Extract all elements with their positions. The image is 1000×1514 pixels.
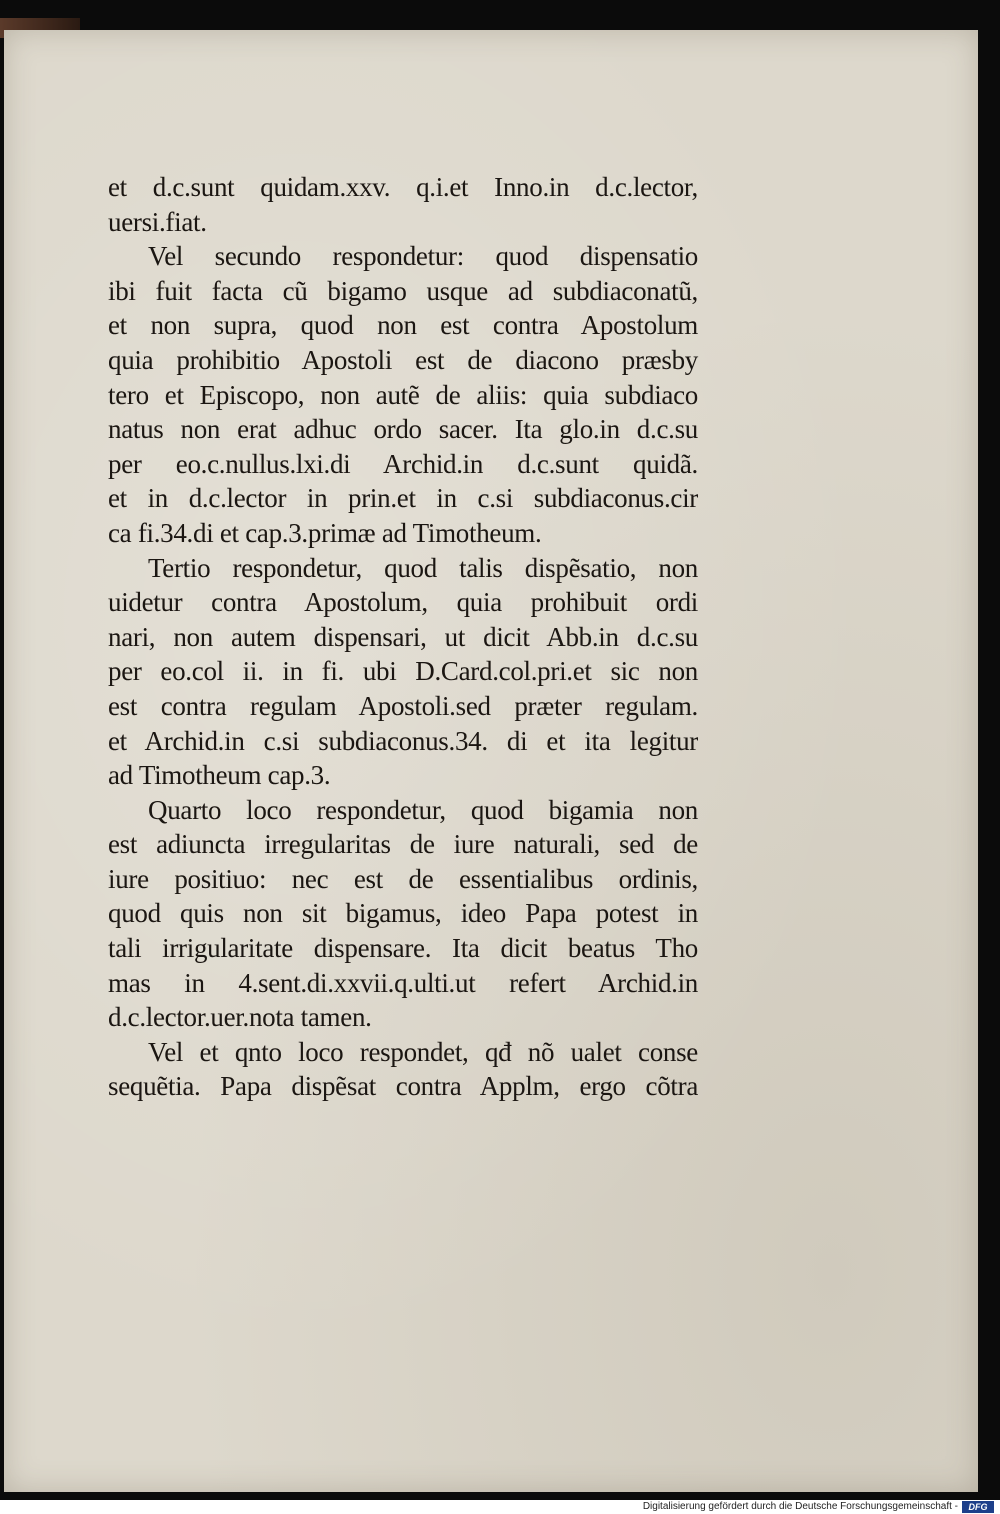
text-line: Quarto loco respondetur, quod bigamia non — [148, 794, 698, 825]
text-line: per eo.c.nullus.lxi.di Archid.in d.c.sunt quidã. — [108, 448, 698, 479]
text-line: tero et Episcopo, non autẽ de aliis: quia subdiaco — [108, 379, 698, 410]
funding-credit: Digitalisierung gefördert durch die Deutsche Forschungsgemeinschaft - — [642, 1501, 958, 1512]
text-line: et Archid.in c.si subdiaconus.34. di et ita legitur — [108, 725, 698, 756]
text-line: ibi fuit facta cũ bigamo usque ad subdiaconatũ, — [108, 275, 698, 306]
text-line: mas in 4.sent.di.xxvii.q.ulti.ut refert Archid.in — [108, 967, 698, 998]
text-line: d.c.lector.uer.nota tamen. — [108, 1002, 372, 1033]
text-line: et d.c.sunt quidam.xxv. q.i.et Inno.in d.c.lector, — [108, 172, 698, 202]
text-line: uidetur contra Apostolum, quia prohibuit ordi — [108, 587, 698, 618]
text-line: natus non erat adhuc ordo sacer. Ita glo.in d.c.su — [108, 414, 698, 445]
text-line: ca fi.34.di et cap.3.primæ ad Timotheum. — [108, 517, 542, 548]
dfg-logo: DFG — [962, 1501, 994, 1513]
text-line: ad Timotheum cap.3. — [108, 760, 331, 791]
text-line: per eo.col ii. in fi. ubi D.Card.col.pri.et sic non — [108, 656, 698, 687]
text-line: est adiuncta irregularitas de iure naturali, sed de — [108, 829, 698, 860]
text-line: Tertio respondetur, quod talis dispẽsatio, non — [148, 552, 698, 583]
text-line: quia prohibitio Apostoli est de diacono præsby — [108, 344, 698, 375]
text-line: et non supra, quod non est contra Apostolum — [108, 310, 698, 341]
text-line: uersi.fiat. — [108, 206, 207, 237]
page-text — [108, 170, 698, 1104]
text-line: est contra regulam Apostoli.sed præter regulam. — [108, 690, 698, 721]
text-line: nari, non autem dispensari, ut dicit Abb.in d.c.su — [108, 621, 698, 652]
text-line: quod quis non sit bigamus, ideo Papa potest in — [108, 898, 698, 929]
text-line: et in d.c.lector in prin.et in c.si subdiaconus.cir — [108, 483, 698, 514]
text-line: sequẽtia. Papa dispẽsat contra Applm, ergo cõtra — [108, 1071, 698, 1102]
text-line: tali irrigularitate dispensare. Ita dicit beatus Tho — [108, 933, 698, 964]
text-line: Vel et qnto loco respondet, qđ nõ ualet conse — [148, 1036, 698, 1067]
text-line: Vel secundo respondetur: quod dispensatio — [148, 241, 698, 272]
text-line: iure positiuo: nec est de essentialibus ordinis, — [108, 863, 698, 894]
